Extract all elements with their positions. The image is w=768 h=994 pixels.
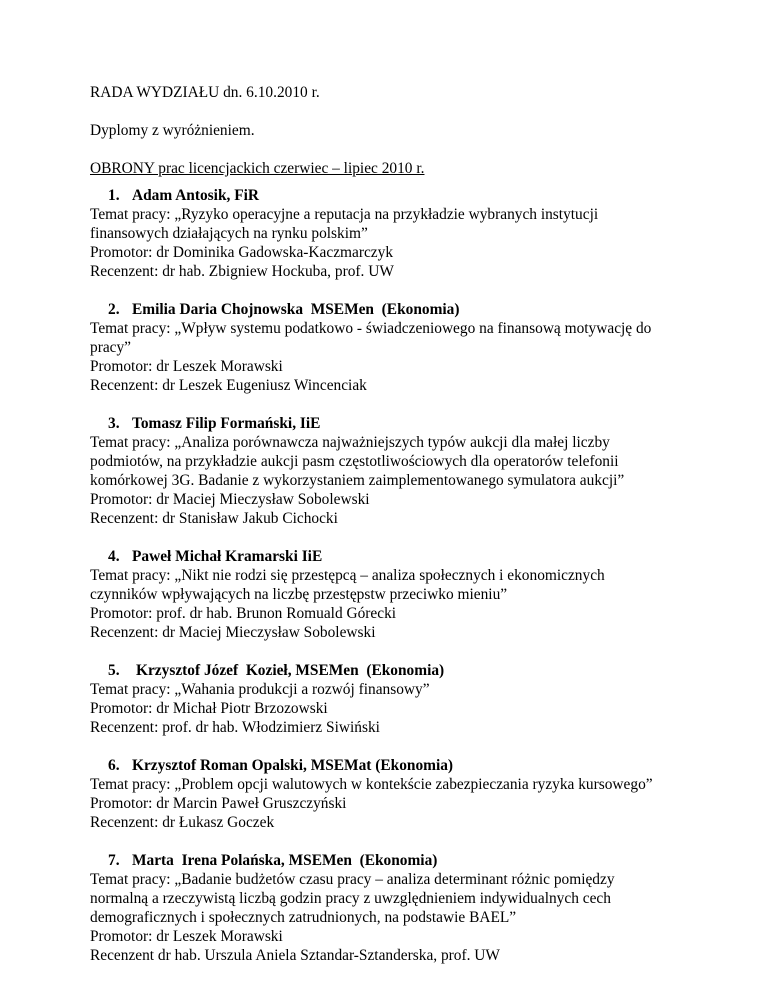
document-page bbox=[90, 83, 730, 965]
promoter-line: Promotor: dr Leszek Morawski bbox=[90, 928, 283, 945]
thesis-entry bbox=[90, 414, 730, 528]
entry-title bbox=[90, 186, 730, 205]
entry-title bbox=[90, 414, 730, 433]
entry-number: 7. bbox=[108, 852, 120, 869]
entry-title bbox=[90, 547, 730, 566]
reviewer-line: Recenzent: dr Stanisław Jakub Cichocki bbox=[90, 510, 338, 527]
entry-number: 1. bbox=[108, 187, 120, 204]
thesis-topic-line: Temat pracy: „Ryzyko operacyjne a reputacja na przykładzie wybranych instytucji bbox=[90, 206, 599, 223]
reviewer-line: Recenzent: dr Łukasz Goczek bbox=[90, 814, 275, 831]
reviewer-line: Recenzent: dr hab. Zbigniew Hockuba, prof. UW bbox=[90, 263, 394, 280]
thesis-topic-line: komórkowej 3G. Badanie z wykorzystaniem zaimplementowanego symulatora aukcji” bbox=[90, 472, 625, 489]
diplomas-heading: Dyplomy z wyróżnieniem. bbox=[90, 122, 255, 139]
thesis-topic-line: Temat pracy: „Analiza porównawcza najważniejszych typów aukcji dla małej liczby bbox=[90, 434, 610, 451]
entry-number: 6. bbox=[108, 757, 120, 774]
student-name: Adam Antosik, FiR bbox=[132, 187, 259, 204]
reviewer-line: Recenzent: dr Maciej Mieczysław Sobolewski bbox=[90, 624, 376, 641]
promoter-line: Promotor: dr Marcin Paweł Gruszczyński bbox=[90, 795, 347, 812]
thesis-entry bbox=[90, 300, 730, 395]
entry-title bbox=[90, 756, 730, 775]
council-header: RADA WYDZIAŁU dn. 6.10.2010 r. bbox=[90, 84, 320, 101]
thesis-topic-line: pracy” bbox=[90, 339, 132, 356]
student-name: Emilia Daria Chojnowska MSEMen (Ekonomia) bbox=[132, 301, 460, 318]
thesis-topic-line: Temat pracy: „Nikt nie rodzi się przestępcą – analiza społecznych i ekonomicznych bbox=[90, 567, 605, 584]
thesis-entry bbox=[90, 186, 730, 281]
student-name: Marta Irena Polańska, MSEMen (Ekonomia) bbox=[132, 852, 438, 869]
thesis-topic-line: demograficznych i społecznych zatrudnionych, na podstawie BAEL” bbox=[90, 909, 517, 926]
entry-number: 2. bbox=[108, 301, 120, 318]
reviewer-line: Recenzent dr hab. Urszula Aniela Sztandar-Sztanderska, prof. UW bbox=[90, 947, 500, 964]
defenses-heading: OBRONY prac licencjackich czerwiec – lipiec 2010 r. bbox=[90, 160, 425, 177]
thesis-topic-line: Temat pracy: „Problem opcji walutowych w kontekście zabezpieczania ryzyka kursowego” bbox=[90, 776, 653, 793]
promoter-line: Promotor: dr Leszek Morawski bbox=[90, 358, 283, 375]
entry-title bbox=[90, 661, 730, 680]
thesis-topic-line: podmiotów, na przykładzie aukcji pasm częstotliwościowych dla operatorów telefonii bbox=[90, 453, 619, 470]
student-name: Krzysztof Józef Kozieł, MSEMen (Ekonomia) bbox=[136, 662, 445, 679]
student-name: Krzysztof Roman Opalski, MSEMat (Ekonomia) bbox=[132, 757, 454, 774]
promoter-line: Promotor: prof. dr hab. Brunon Romuald Górecki bbox=[90, 605, 397, 622]
thesis-entry bbox=[90, 756, 730, 832]
thesis-topic-line: czynników wpływających na liczbę przestępstw przeciwko mieniu” bbox=[90, 586, 508, 603]
thesis-topic-line: Temat pracy: „Wahania produkcji a rozwój finansowy” bbox=[90, 681, 430, 698]
student-name: Paweł Michał Kramarski IiE bbox=[132, 548, 323, 565]
reviewer-line: Recenzent: dr Leszek Eugeniusz Wincenciak bbox=[90, 377, 367, 394]
thesis-entry bbox=[90, 661, 730, 737]
thesis-topic-line: Temat pracy: „Badanie budżetów czasu pracy – analiza determinant różnic pomiędzy bbox=[90, 871, 615, 888]
entry-number: 4. bbox=[108, 548, 120, 565]
thesis-entry bbox=[90, 851, 730, 965]
student-name: Tomasz Filip Formański, IiE bbox=[132, 415, 321, 432]
thesis-entry bbox=[90, 547, 730, 642]
reviewer-line: Recenzent: prof. dr hab. Włodzimierz Siwiński bbox=[90, 719, 380, 736]
thesis-topic-line: finansowych działających na rynku polskim” bbox=[90, 225, 368, 242]
thesis-topic-line: normalną a rzeczywistą liczbą godzin pracy z uwzględnieniem indywidualnych cech bbox=[90, 890, 611, 907]
promoter-line: Promotor: dr Dominika Gadowska-Kaczmarczyk bbox=[90, 244, 394, 261]
entry-title bbox=[90, 851, 730, 870]
thesis-topic-line: Temat pracy: „Wpływ systemu podatkowo - świadczeniowego na finansową motywację do bbox=[90, 320, 652, 337]
entry-number: 5. bbox=[108, 662, 120, 679]
promoter-line: Promotor: dr Michał Piotr Brzozowski bbox=[90, 700, 328, 717]
entry-number: 3. bbox=[108, 415, 120, 432]
entry-title bbox=[90, 300, 730, 319]
promoter-line: Promotor: dr Maciej Mieczysław Sobolewski bbox=[90, 491, 370, 508]
entries-list bbox=[90, 186, 730, 965]
